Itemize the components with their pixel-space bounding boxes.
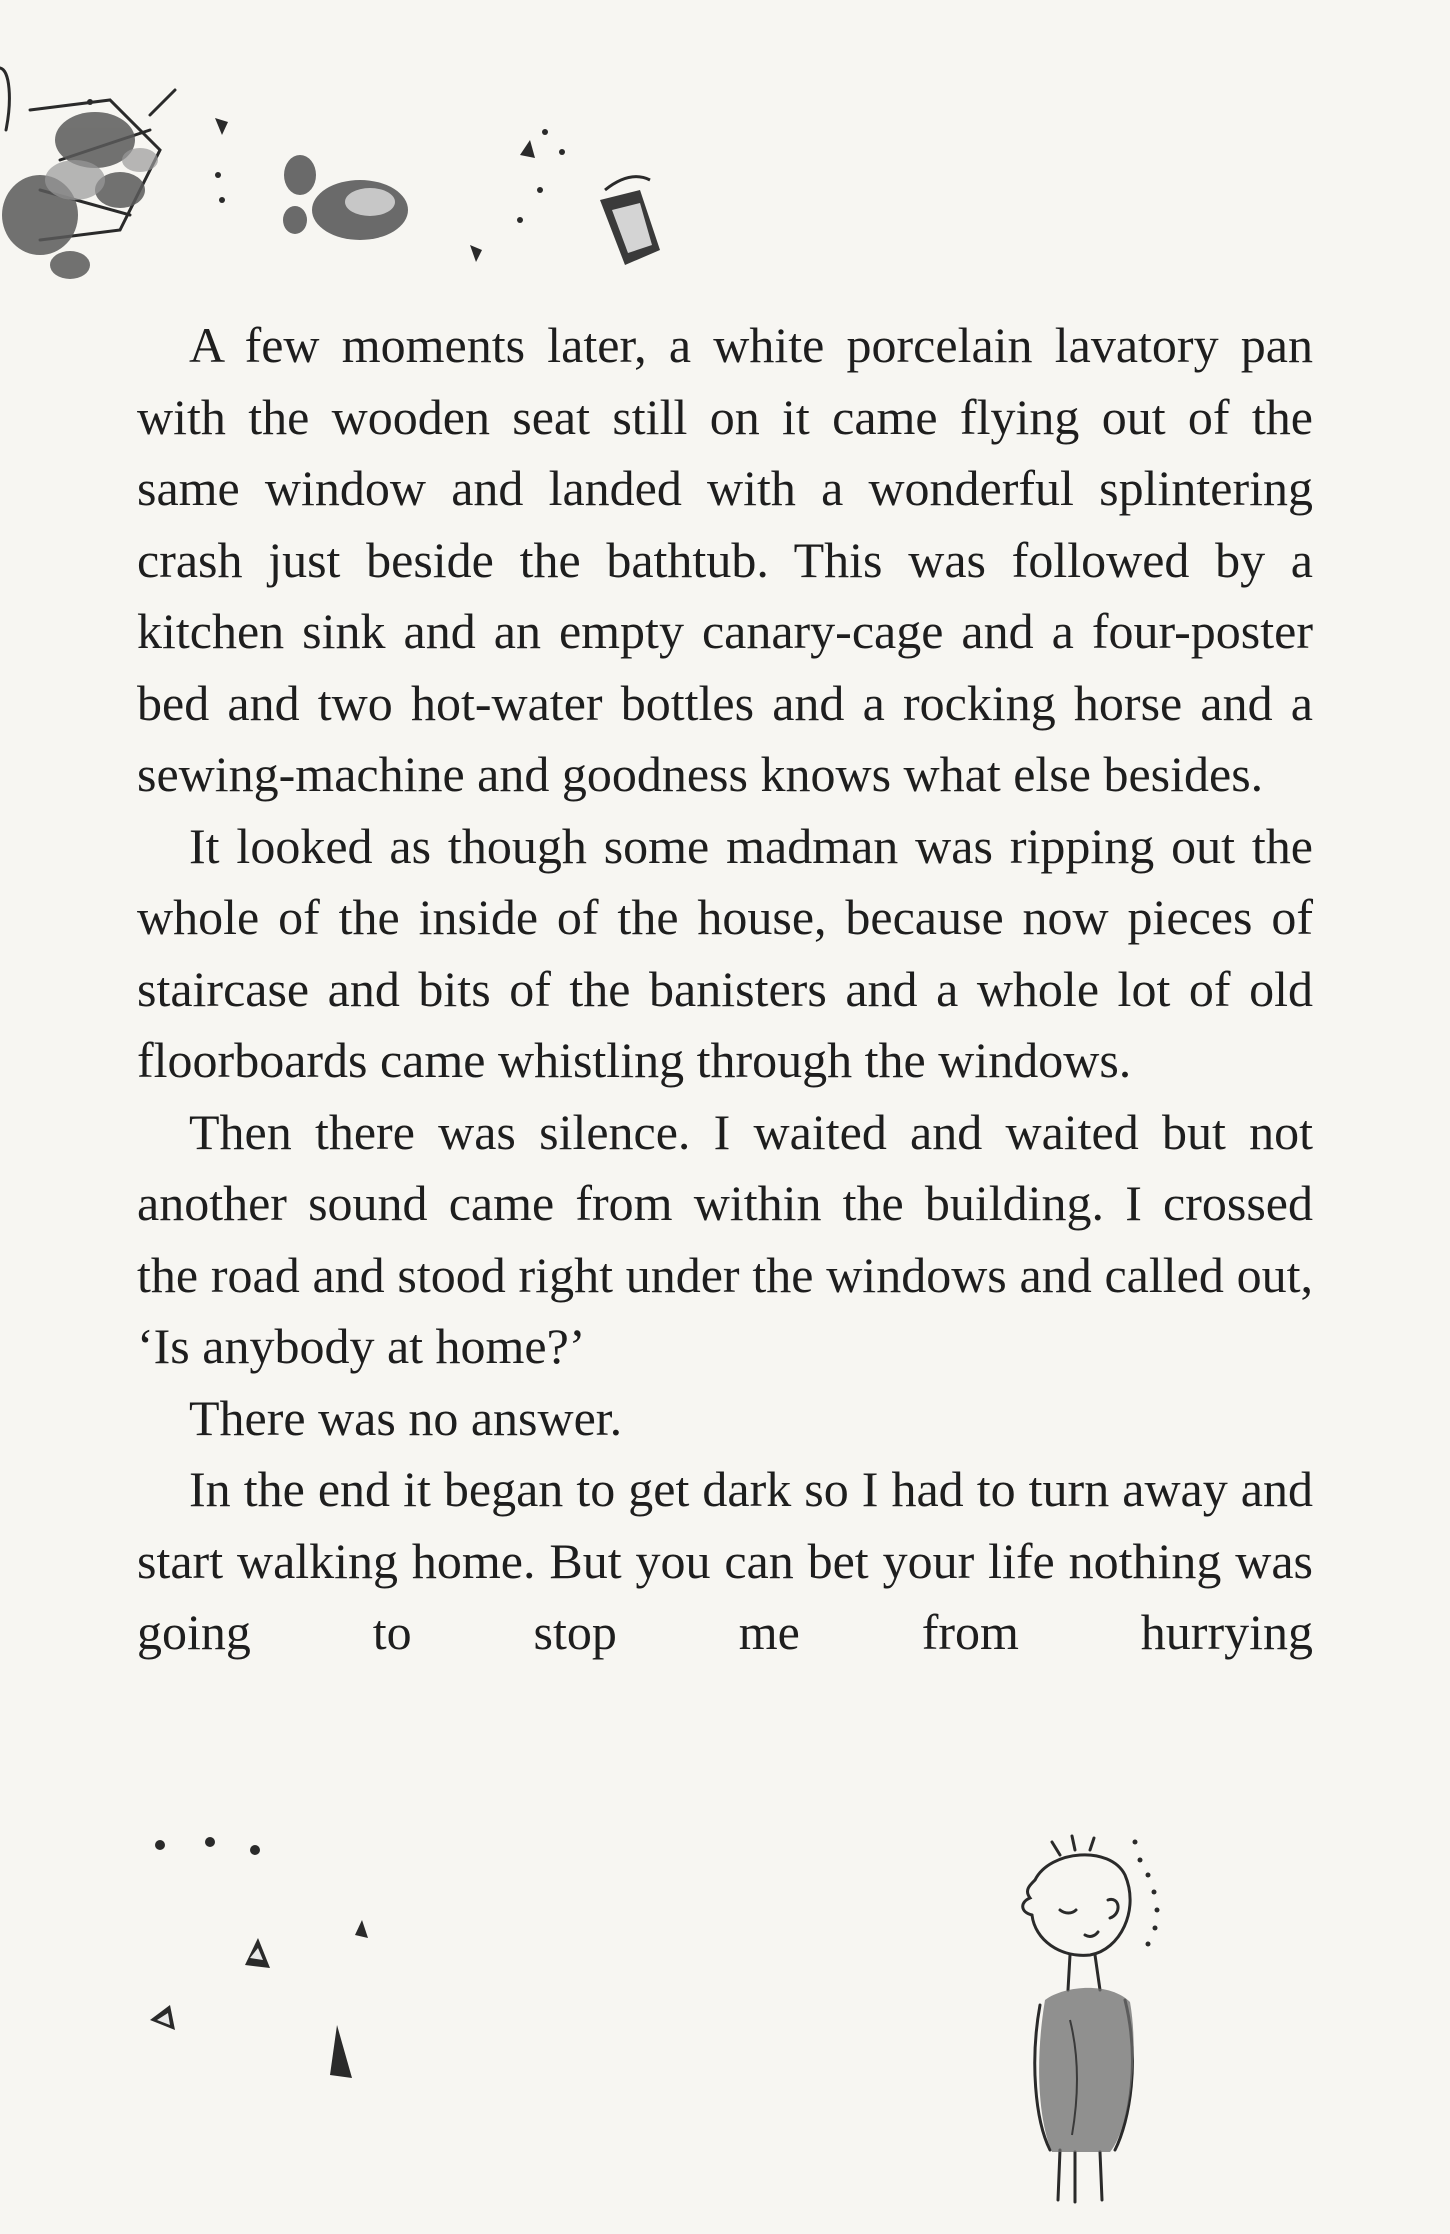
boy-figure-illustration [990, 1830, 1210, 2210]
scattered-fragments-illustration [130, 1820, 390, 2090]
paragraph-3: Then there was silence. I waited and waited but not another sound came from within the building. I crossed the road and stood right under the windows and called out, ‘Is anybody at home?’ [137, 1103, 1313, 1374]
body-text [137, 310, 1313, 1669]
paragraph-5: In the end it began to get dark so I had to turn away and start walking home. But you can bet your life nothing was going to stop me from hurrying [137, 1461, 1313, 1660]
paragraph-2: It looked as though some madman was ripping out the whole of the inside of the house, because now pieces of staircase and bits of the banisters and a whole lot of old floorboards came whistling through the windows. [137, 817, 1313, 1088]
paragraph-1: A few moments later, a white porcelain lavatory pan with the wooden seat still on it came flying out of the same window and landed with a wonderful splintering crash just beside the bathtub. This was followed by a kitchen sink and an empty canary-cage and a four-poster bed and two hot-water bottles and a rocking horse and a sewing-machine and goodness knows what else besides. [137, 317, 1313, 802]
flying-debris-illustration [0, 40, 700, 310]
paragraph-4: There was no answer. [189, 1389, 623, 1446]
